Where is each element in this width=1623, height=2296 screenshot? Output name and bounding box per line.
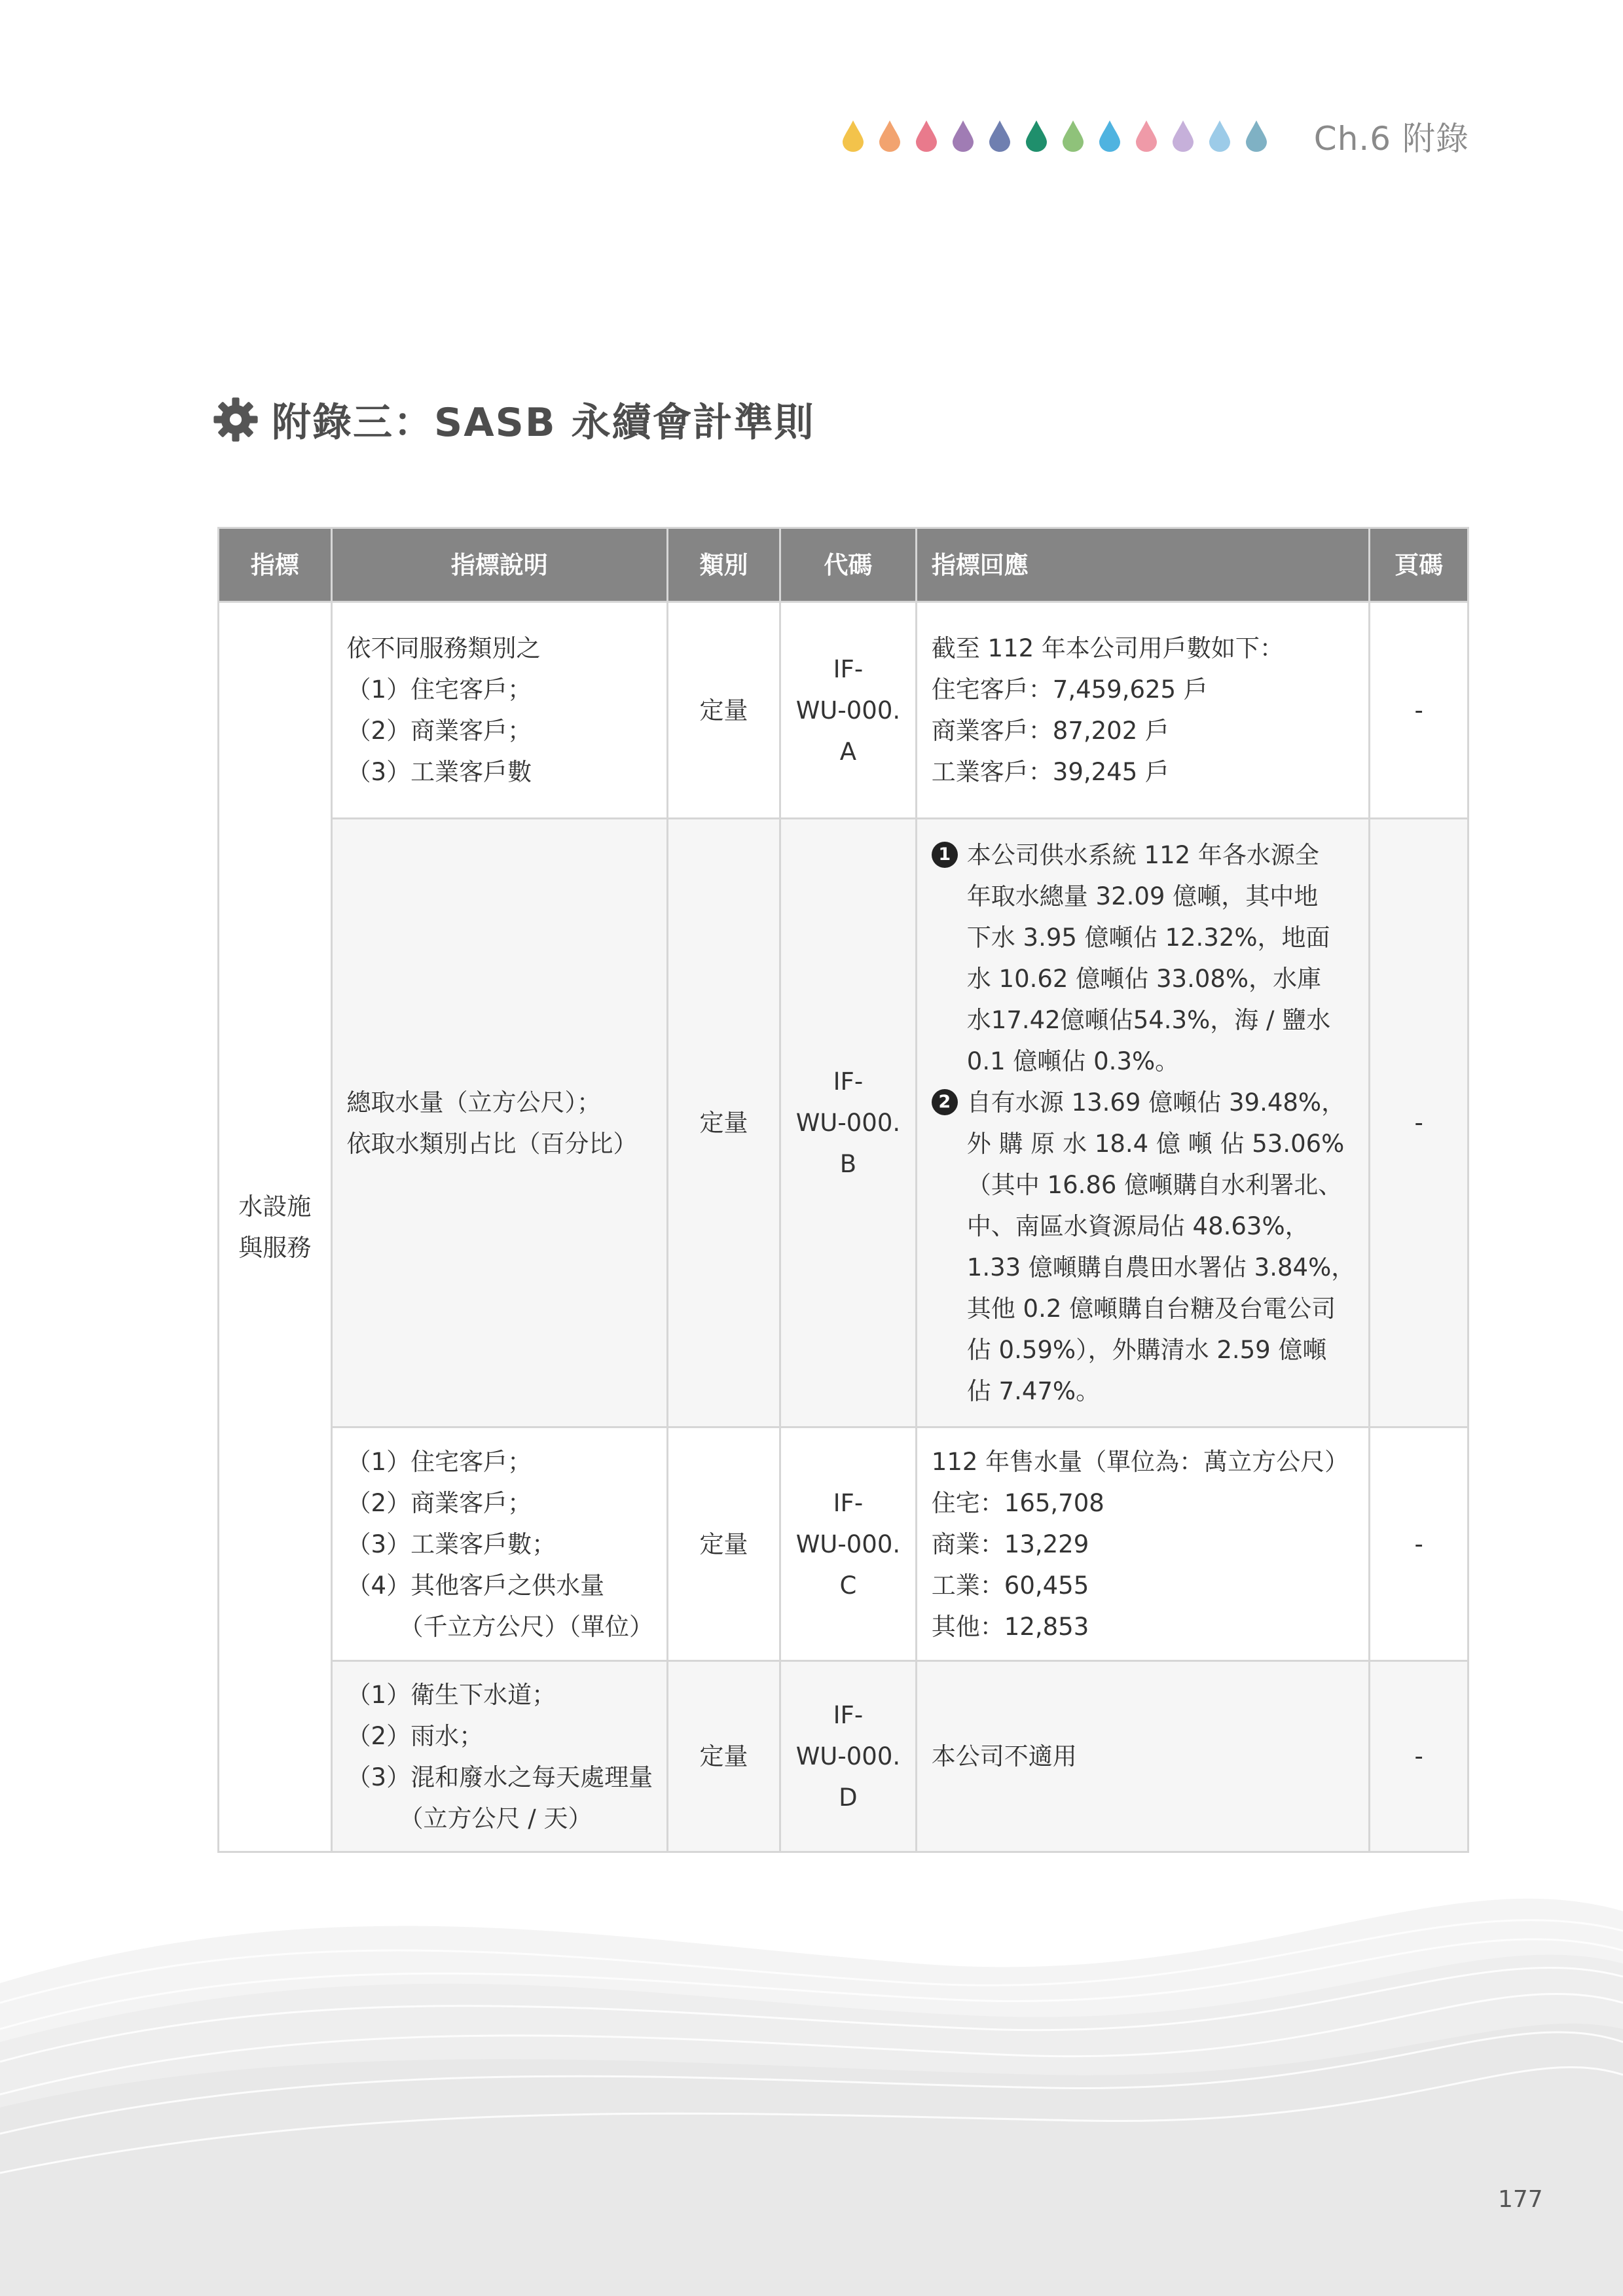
water-drop-icon: [916, 120, 937, 152]
sasb-table: [217, 527, 1469, 1853]
response-line: 中、南區水資源局佔 48.63%，: [966, 1211, 1309, 1240]
response-cell: [916, 1661, 1369, 1852]
section-heading: [213, 391, 814, 448]
response-line: 水 10.62 億噸佔 33.08%，水庫: [966, 964, 1322, 993]
code-line: WU-000.: [795, 1530, 901, 1558]
column-header: 指標說明: [331, 528, 668, 602]
chapter-label: Ch.6 附錄: [1313, 120, 1469, 158]
response-line: 住宅客戶：7,459,625 戶: [931, 675, 1208, 704]
description-line: （立方公尺 / 天）: [399, 1804, 593, 1833]
type-cell: 定量: [668, 1661, 780, 1852]
response-line: 112 年售水量（單位為：萬立方公尺）: [931, 1447, 1349, 1476]
column-header: 頁碼: [1370, 528, 1468, 602]
response-line: 本公司不適用: [931, 1742, 1077, 1770]
water-drop-icon: [1026, 120, 1047, 152]
numbered-bullet-icon: 1: [932, 842, 958, 868]
description-line: （1）住宅客戶；: [346, 1447, 532, 1476]
response-cell: [916, 819, 1369, 1427]
numbered-bullet-icon: 2: [932, 1089, 958, 1115]
code-line: WU-000.: [795, 1109, 901, 1137]
code-line: IF-: [833, 1701, 864, 1729]
table-header-row: [219, 528, 1468, 602]
response-line: 0.1 億噸佔 0.3%。: [966, 1047, 1180, 1075]
response-line: 水17.42億噸佔54.3%，海 / 鹽水: [966, 1005, 1331, 1034]
response-line: 其他：12,853: [931, 1612, 1089, 1641]
code-cell: [780, 1661, 917, 1852]
column-header: 代碼: [780, 528, 917, 602]
description-line: （4）其他客戶之供水量: [346, 1571, 605, 1600]
water-drop-icon: [989, 120, 1010, 152]
page-cell: -: [1370, 602, 1468, 819]
code-cell: [780, 819, 917, 1427]
water-drop-icon: [953, 120, 974, 152]
category-cell: [219, 602, 332, 1852]
response-line: 外 購 原 水 18.4 億 噸 佔 53.06%: [966, 1129, 1345, 1158]
code-cell: [780, 602, 917, 819]
description-line: （2）商業客戶；: [346, 717, 532, 745]
description-line: （千立方公尺）（單位）: [399, 1612, 654, 1641]
indicator-description: [331, 819, 668, 1427]
response-line: 其他 0.2 億噸購自台糖及台電公司: [966, 1294, 1336, 1323]
indicator-description: [331, 602, 668, 819]
numbered-item: [932, 834, 1355, 1082]
indicator-description: [331, 1661, 668, 1852]
response-line: 佔 0.59%），外購清水 2.59 億噸: [966, 1335, 1327, 1364]
description-line: （2）雨水；: [346, 1721, 484, 1750]
code-line: IF-: [833, 655, 864, 683]
description-line: （1）住宅客戶；: [346, 675, 532, 704]
description-line: （3）工業客戶數；: [346, 1530, 556, 1558]
table-row: [219, 1661, 1468, 1852]
description-line: （2）商業客戶；: [346, 1488, 532, 1517]
response-line: 下水 3.95 億噸佔 12.32%，地面: [966, 923, 1330, 952]
description-line: （1）衛生下水道；: [346, 1680, 556, 1709]
code-line: WU-000.: [795, 696, 901, 725]
response-line: 佔 7.47%。: [966, 1376, 1101, 1405]
page-cell: -: [1370, 1427, 1468, 1661]
response-cell: [916, 602, 1369, 819]
water-drop-icon: [843, 120, 864, 152]
column-header: 類別: [668, 528, 780, 602]
description-line: 依不同服務類別之: [346, 634, 541, 662]
column-header: 指標: [219, 528, 332, 602]
type-cell: 定量: [668, 819, 780, 1427]
code-line: A: [839, 737, 857, 766]
response-line: 住宅：165,708: [931, 1488, 1104, 1517]
category-label: 水設施: [238, 1192, 312, 1221]
code-line: WU-000.: [795, 1742, 901, 1770]
description-line: 依取水類別占比（百分比）: [346, 1129, 638, 1158]
column-header: 指標回應: [916, 528, 1369, 602]
code-line: IF-: [833, 1067, 864, 1096]
page-cell: -: [1370, 819, 1468, 1427]
type-cell: 定量: [668, 1427, 780, 1661]
type-cell: 定量: [668, 602, 780, 819]
code-line: IF-: [833, 1488, 864, 1517]
water-drop-icon: [1063, 120, 1084, 152]
response-line: 工業客戶：39,245 戶: [931, 758, 1170, 786]
code-line: C: [839, 1571, 857, 1600]
response-line: 本公司供水系統 112 年各水源全: [966, 840, 1319, 869]
page-header: [843, 117, 1469, 156]
water-drop-icon: [1246, 120, 1267, 152]
water-drop-icon: [1099, 120, 1120, 152]
water-drop-icon: [1173, 120, 1194, 152]
response-cell: [916, 1427, 1369, 1661]
code-cell: [780, 1427, 917, 1661]
page-title: 附錄三：SASB 永續會計準則: [272, 400, 815, 446]
numbered-item: [932, 1082, 1355, 1412]
table-row: [219, 1427, 1468, 1661]
response-line: 商業客戶：87,202 戶: [931, 717, 1170, 745]
response-line: 1.33 億噸購自農田水署佔 3.84%，: [966, 1253, 1356, 1282]
indicator-description: [331, 1427, 668, 1661]
water-drop-icon: [1136, 120, 1157, 152]
gear-icon: [213, 397, 259, 442]
description-line: 總取水量（立方公尺）；: [346, 1088, 602, 1117]
description-line: （3）工業客戶數: [346, 758, 532, 786]
response-line: （其中 16.86 億噸購自水利署北、: [966, 1170, 1343, 1199]
page-number: 177: [1498, 2186, 1543, 2213]
response-line: 年取水總量 32.09 億噸，其中地: [966, 882, 1319, 910]
response-line: 截至 112 年本公司用戶數如下：: [931, 634, 1284, 662]
code-line: B: [839, 1150, 857, 1178]
response-line: 工業：60,455: [931, 1571, 1089, 1600]
color-drop-row: [843, 120, 1267, 152]
page-cell: -: [1370, 1661, 1468, 1852]
response-line: 自有水源 13.69 億噸佔 39.48%，: [966, 1088, 1346, 1117]
description-line: （3）混和廢水之每天處理量: [346, 1763, 653, 1791]
code-line: D: [839, 1784, 858, 1812]
water-drop-icon: [1209, 120, 1230, 152]
response-line: 商業：13,229: [931, 1530, 1089, 1558]
water-drop-icon: [879, 120, 900, 152]
category-label: 與服務: [238, 1233, 312, 1262]
table-row: [219, 819, 1468, 1427]
table-row: [219, 602, 1468, 819]
